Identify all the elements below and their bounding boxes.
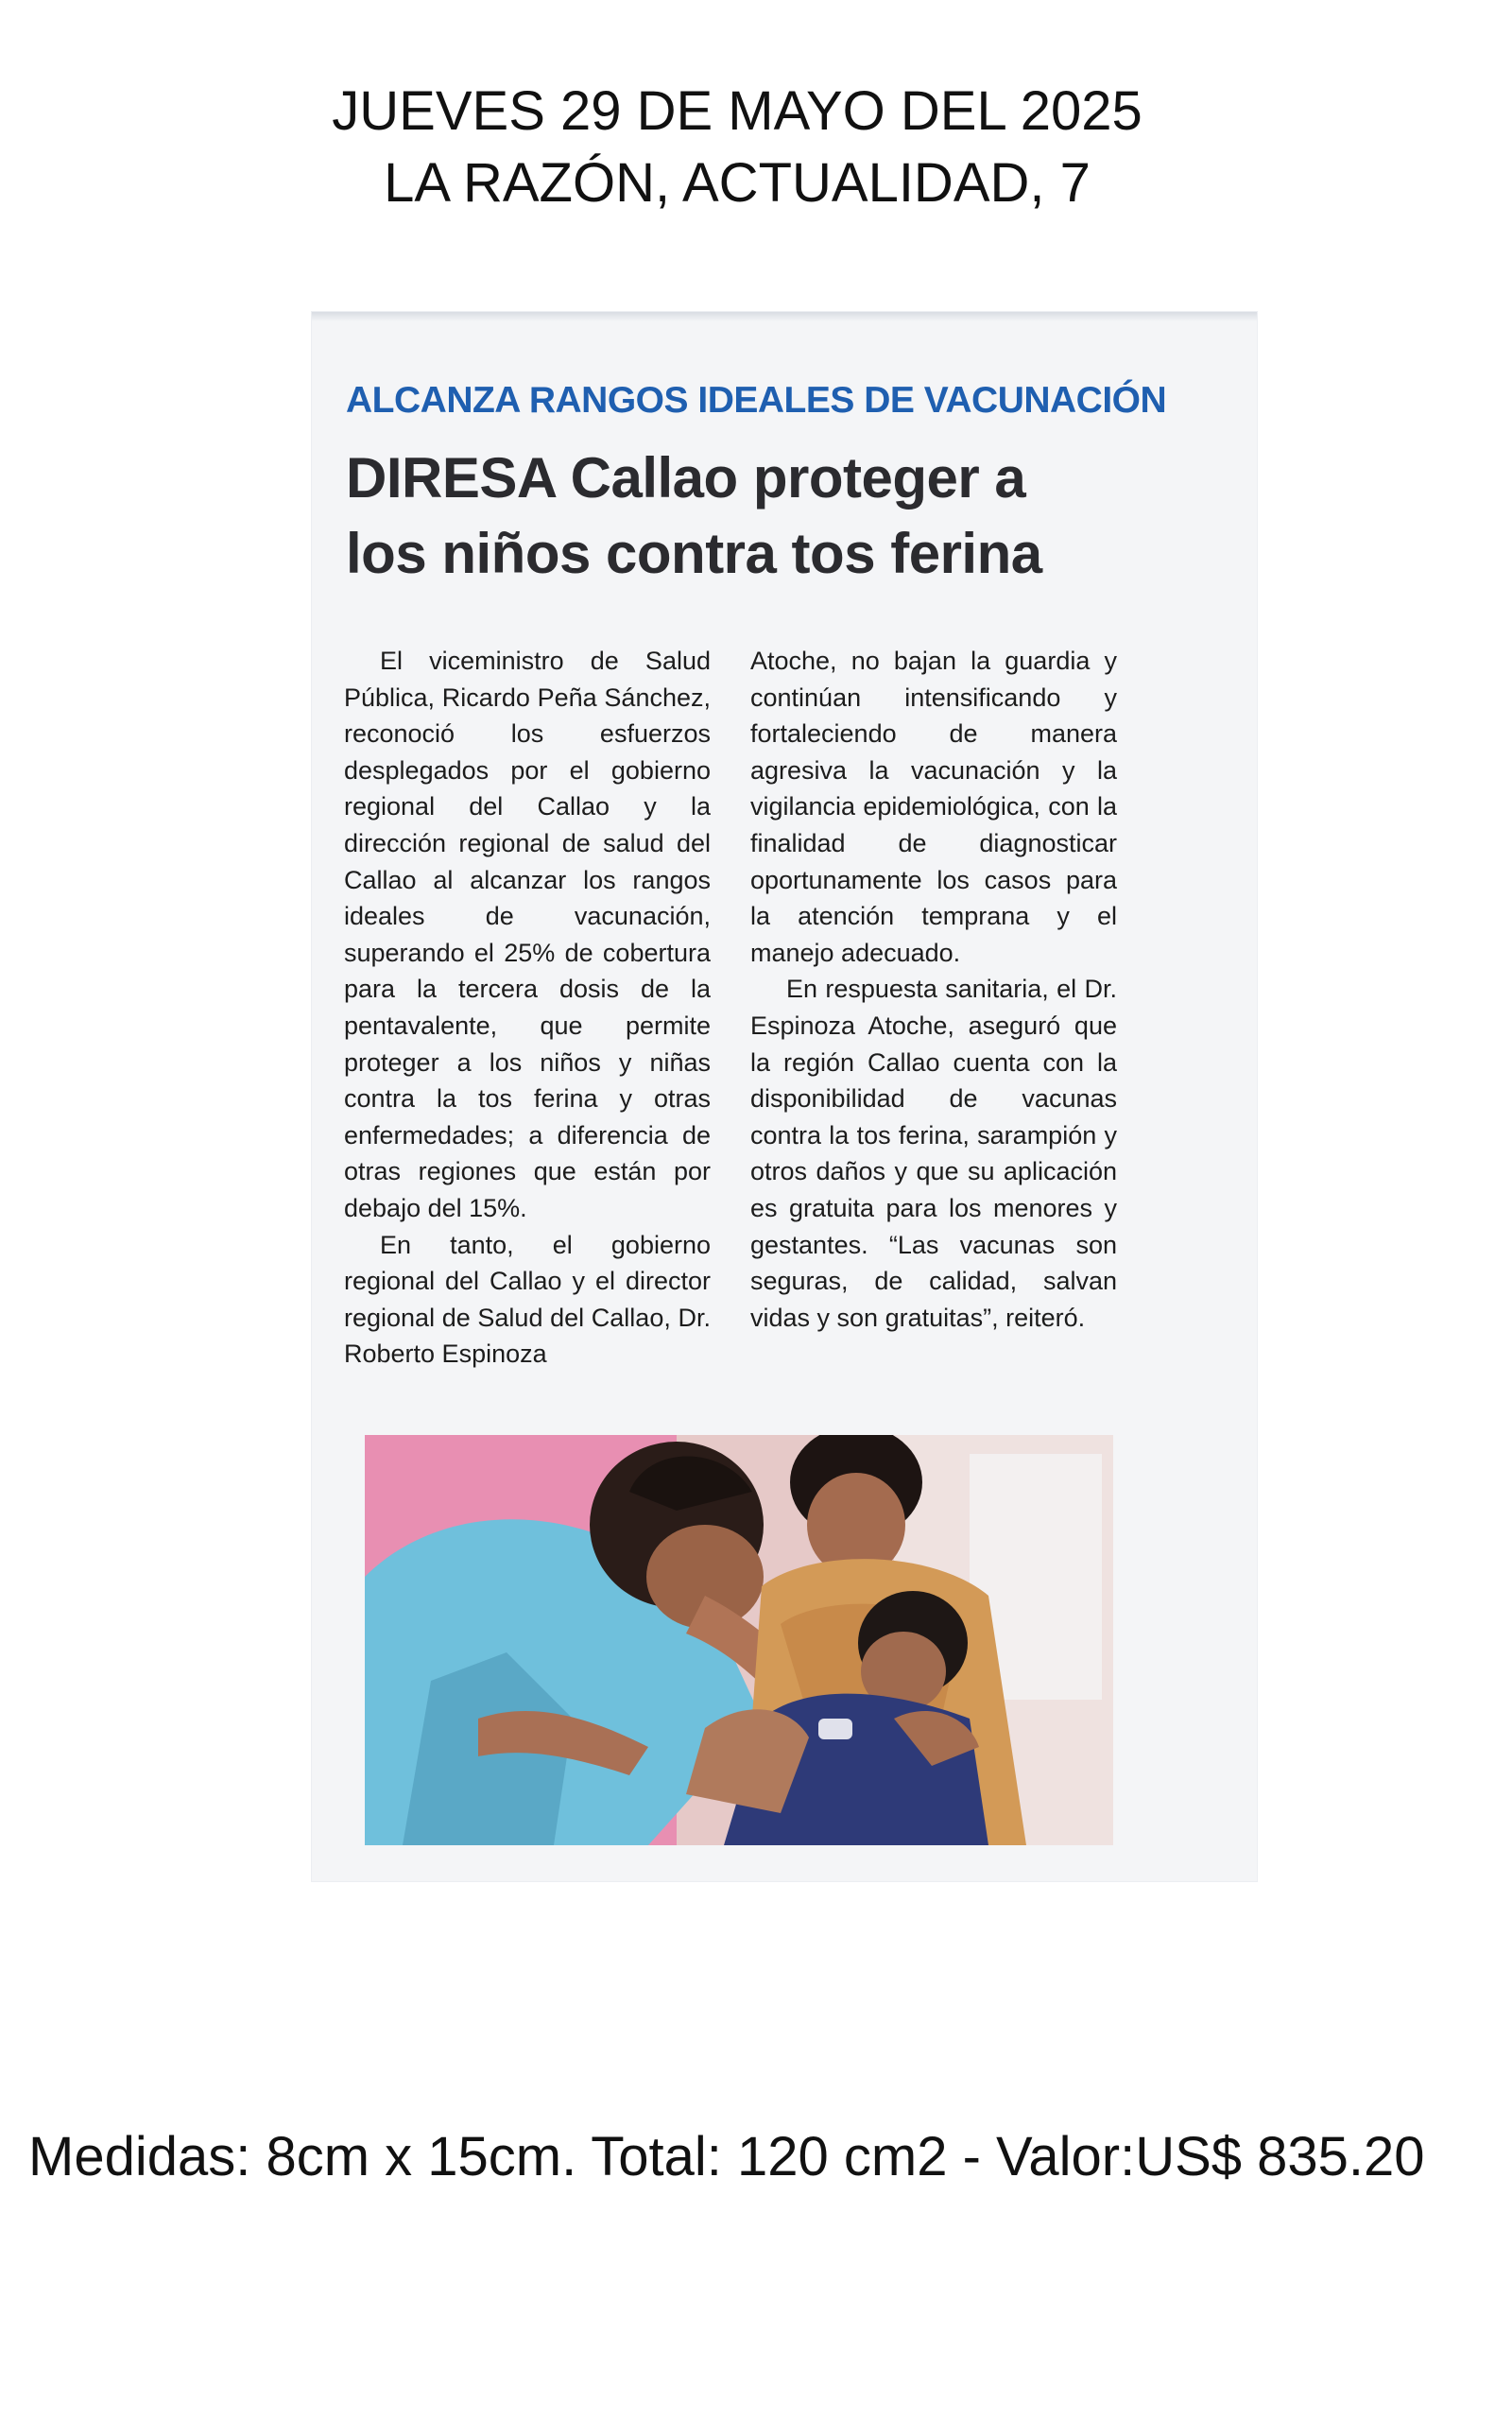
clipping-edge	[312, 312, 1257, 321]
article-paragraph: Atoche, no bajan la guardia y continúan intensificando y fortaleciendo de manera agresiva la vacunación y la vigilancia epidemiológica, con la finalidad de diagnosticar oportunamente los casos para la atención temprana y el manejo adecuado.	[750, 647, 1117, 967]
vaccination-photo	[365, 1435, 1113, 1845]
clipping-valuation: Medidas: 8cm x 15cm. Total: 120 cm2 - Valor:US$ 835.20	[28, 2126, 1425, 2187]
article-title-line-2: los niños contra tos ferina	[346, 522, 1042, 585]
clipping-header	[0, 76, 1474, 219]
article-column-right	[750, 643, 1117, 1336]
publication-date: JUEVES 29 DE MAYO DEL 2025	[332, 80, 1143, 142]
newspaper-clipping	[312, 312, 1257, 1881]
article-paragraph: En tanto, el gobierno regional del Callao y el director regional de Salud del Callao, Dr. Roberto Espinoza	[344, 1230, 711, 1369]
vaccination-photo-illustration	[365, 1435, 1113, 1845]
article-paragraph: El viceministro de Salud Pública, Ricardo Peña Sánchez, reconoció los esfuerzos desplegados por el gobierno regional del Callao y la dirección regional de salud del Callao al alcanzar los rangos ideales de vacunación, superando el 25% de cobertura para la tercera dosis de la pentavalente, que permite proteger a los niños y niñas contra la tos ferina y otras enfermedades; a diferencia de otras regiones que están por debajo del 15%.	[344, 647, 711, 1222]
article-column-left	[344, 643, 711, 1373]
article-paragraph: En respuesta sanitaria, el Dr. Espinoza Atoche, aseguró que la región Callao cuenta con la disponibilidad de vacunas contra la tos ferina, sarampión y otros daños y que su aplicación es gratuita para los menores y gestantes. “Las vacunas son seguras, de calidad, salvan vidas y son gratuitas”, reiteró.	[750, 975, 1117, 1332]
article-title-line-1: DIRESA Callao proteger a	[346, 446, 1026, 510]
article-kicker: ALCANZA RANGOS IDEALES DE VACUNACIÓN	[346, 380, 1167, 421]
article-title	[346, 441, 1225, 592]
publication-source: LA RAZÓN, ACTUALIDAD, 7	[384, 152, 1091, 214]
